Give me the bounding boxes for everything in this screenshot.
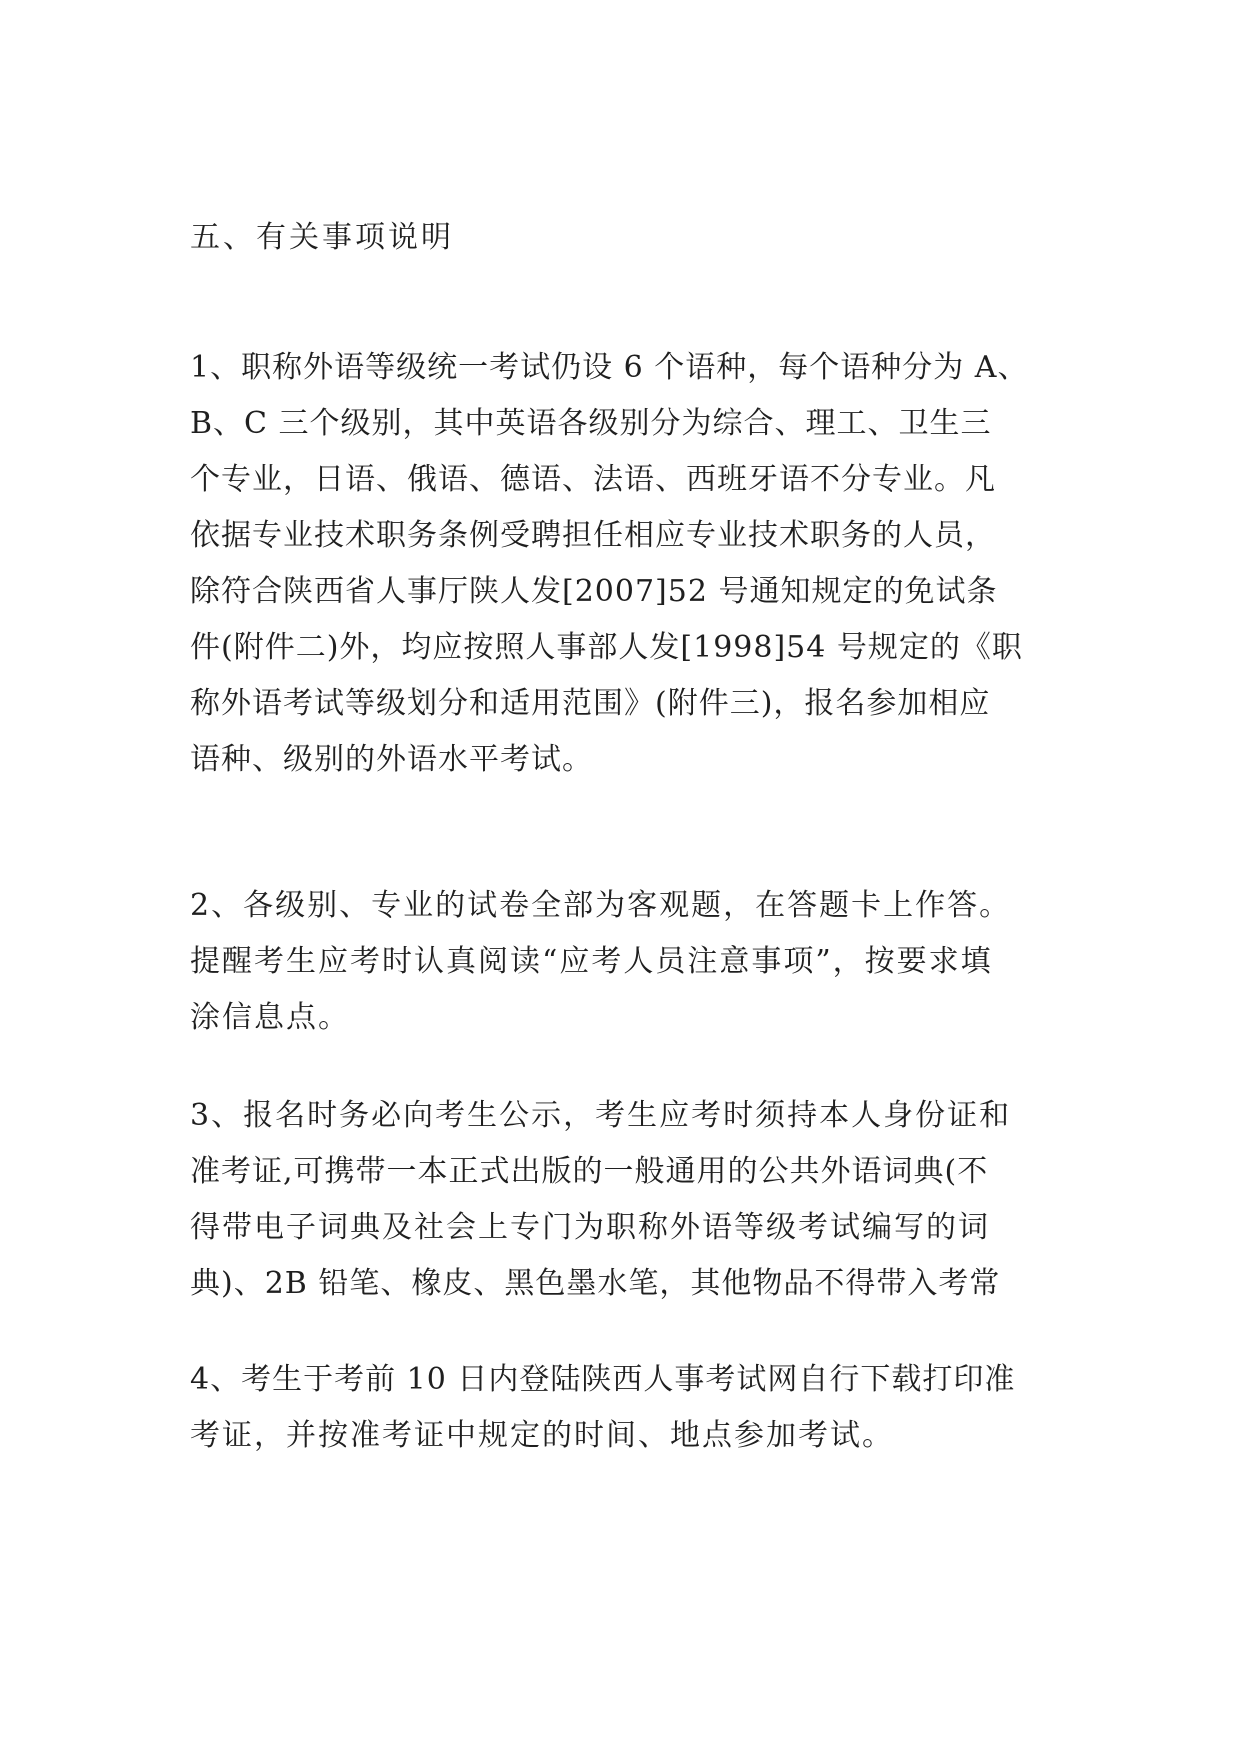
text-line: 考证，并按准考证中规定的时间、地点参加考试。 [190,1418,894,1453]
text-line: 3、报名时务必向考生公示，考生应考时须持本人身份证和 [190,1098,1012,1133]
text-line: 件(附件二)外，均应按照人事部人发[1998]54 号规定的《职 [190,630,1023,665]
text-line: 4、考生于考前 10 日内登陆陕西人事考试网自行下载打印准 [190,1362,1016,1397]
paragraph-3 [190,1088,1011,1312]
text-line: 个专业，日语、俄语、德语、法语、西班牙语不分专业。凡 [190,462,996,497]
paragraph-4 [190,1352,1015,1464]
text-line: 准考证,可携带一本正式出版的一般通用的公共外语词典(不 [190,1154,989,1189]
text-line: 2、各级别、专业的试卷全部为客观题，在答题卡上作答。 [190,888,1012,923]
text-line: 提醒考生应考时认真阅读“应考人员注意事项”，按要求填 [190,944,993,979]
paragraph-1 [190,340,1028,788]
text-line: 1、职称外语等级统一考试仍设 6 个语种，每个语种分为 A、 [190,350,1029,385]
text-line: 得带电子词典及社会上专门为职称外语等级考试编写的词 [190,1210,990,1245]
paragraph-2 [190,878,1011,1046]
text-line: 除符合陕西省人事厅陕人发[2007]52 号通知规定的免试条 [190,574,998,609]
text-line: 称外语考试等级划分和适用范围》(附件三)，报名参加相应 [190,686,991,721]
text-line: 典)、2B 铅笔、橡皮、黑色墨水笔，其他物品不得带入考常 [190,1266,1001,1301]
text-line: 语种、级别的外语水平考试。 [190,742,593,777]
text-line: B、C 三个级别，其中英语各级别分为综合、理工、卫生三 [190,406,992,441]
text-line: 依据专业技术职务条例受聘担任相应专业技术职务的人员， [190,518,996,553]
section-heading: 五、有关事项说明 [190,220,454,255]
text-line: 涂信息点。 [190,1000,350,1035]
